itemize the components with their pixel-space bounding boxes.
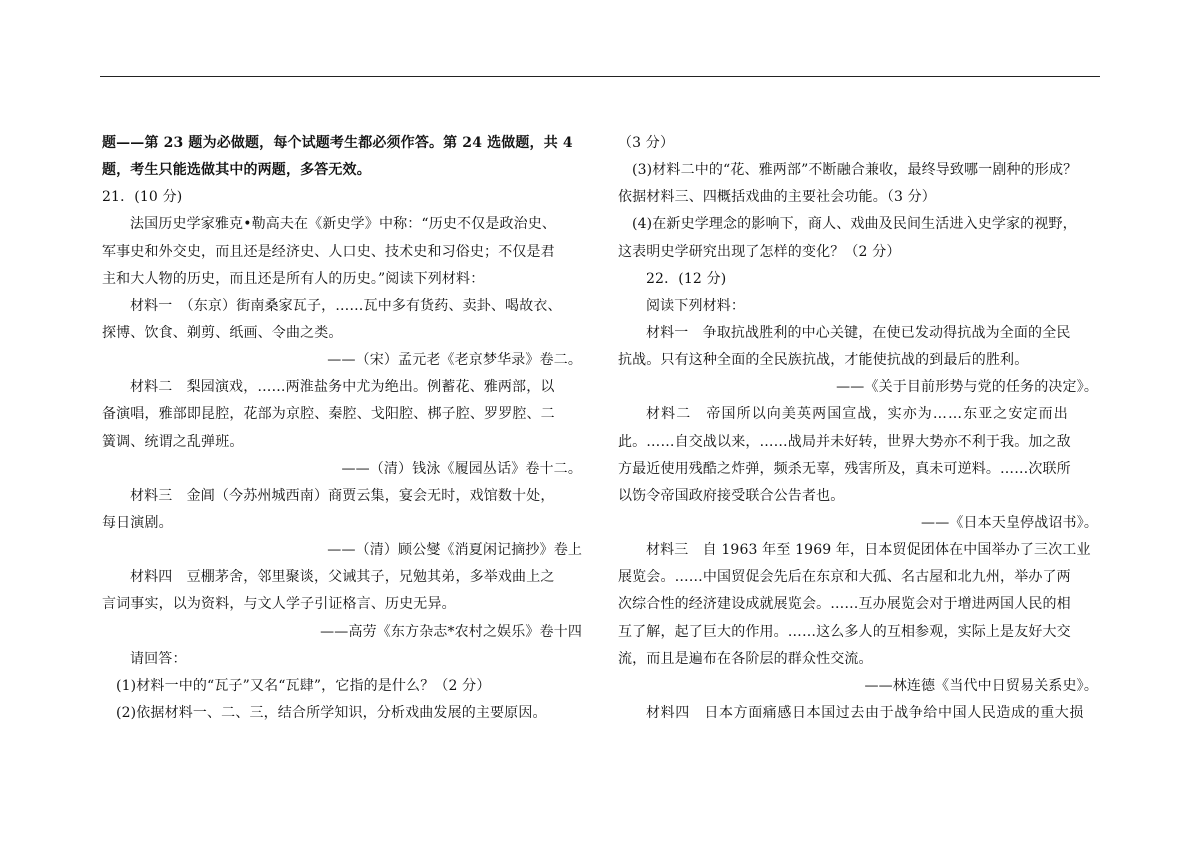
- material-4-line: 材料四 日本方面痛感日本国过去由于战争给中国人民造成的重大损: [646, 704, 1084, 721]
- material-1-line: 探博、饮食、剃剪、纸画、令曲之类。: [102, 324, 343, 341]
- material-3-source: ——（清）顾公燮《消夏闲记摘抄》卷上: [327, 542, 582, 559]
- material-2-source: ——（清）钱泳《履园丛话》卷十二。: [341, 460, 582, 477]
- left-column: [102, 130, 588, 727]
- material-1-line: 材料一 争取抗战胜利的中心关键，在使已发动得抗战为全面的全民: [646, 324, 1071, 341]
- material-1-line: 材料一 （东京）街南桑家瓦子，……瓦中多有货药、卖卦、喝故衣、: [130, 297, 562, 314]
- material-3-line: 次综合性的经济建设成就展览会。……互办展览会对于增进两国人民的相: [618, 596, 1071, 613]
- header-rule: [100, 76, 1100, 77]
- sub-question-4: (4)在新史学理念的影响下，商人、戏曲及民间生活进入史学家的视野，: [632, 216, 1077, 233]
- right-column: [618, 130, 1104, 727]
- material-2-line: 簧调、统谓之乱弹班。: [102, 433, 244, 450]
- material-2-source: ——《日本天皇停战诏书》。: [921, 514, 1098, 531]
- text-line: 军事史和外交史，而且还是经济史、人口史、技术史和习俗史；不仅是君: [102, 243, 555, 260]
- material-3-line: 每日演剧。: [102, 514, 173, 531]
- sub-question-1: (1)材料一中的“瓦子”又名“瓦肆”，它指的是什么？（2 分）: [116, 677, 491, 694]
- material-3-line: 流，而且是遍布在各阶层的群众性交流。: [618, 650, 873, 667]
- material-4-line: 言词事实，以为资料，与文人学子引证格言、历史无异。: [102, 596, 456, 613]
- text-line: 阅读下列材料：: [646, 297, 746, 314]
- material-1-source: ——（宋）孟元老《老京梦华录》卷二。: [327, 352, 582, 369]
- material-2-line: 材料二 梨园演戏，……两淮盐务中尤为绝出。例蓄花、雅两部，以: [130, 379, 555, 396]
- material-3-line: 材料三 自 1963 年至 1969 年，日本贸促团体在中国举办了三次工业: [646, 542, 1091, 559]
- sub-question-3: 依据材料三、四概括戏曲的主要社会功能。（3 分）: [618, 189, 936, 206]
- material-1-line: 抗战。只有这种全面的全民族抗战，才能使抗战的到最后的胜利。: [618, 352, 1029, 369]
- sub-question-3: (3)材料二中的“花、雅两部”不断融合兼收，最终导致哪一剧种的形成？: [632, 162, 1078, 179]
- sub-question-2: (2)依据材料一、二、三，结合所学知识，分析戏曲发展的主要原因。: [116, 704, 547, 721]
- material-4-source: ——高劳《东方杂志*农村之娱乐》卷十四: [320, 623, 582, 640]
- sub-question-2-points: （3 分）: [618, 135, 675, 151]
- material-2-line: 方最近使用残酷之炸弹，频杀无辜，残害所及，真未可逆料。……次联所: [618, 460, 1071, 477]
- text-line: 法国历史学家雅克•勒高夫在《新史学》中称：“历史不仅是政治史、: [130, 216, 557, 233]
- material-2-line: 备演唱，雅部即昆腔，花部为京腔、秦腔、戈阳腔、梆子腔、罗罗腔、二: [102, 406, 555, 423]
- sub-question-4: 这表明史学研究出现了怎样的变化？（2 分）: [618, 243, 901, 260]
- material-3-line: 材料三 金阊（今苏州城西南）商贾云集，宴会无时，戏馆数十处，: [130, 487, 555, 504]
- material-3-source: ——林连德《当代中日贸易关系史》。: [864, 677, 1098, 694]
- question-21-heading: 21．(10 分): [102, 189, 183, 206]
- material-2-line: 材料二 帝国所以向美英两国宣战，实亦为……东亚之安定而出: [646, 406, 1069, 423]
- material-3-line: 互了解，起了巨大的作用。……这么多人的互相参观，实际上是友好大交: [618, 623, 1071, 640]
- material-3-line: 展览会。……中国贸促会先后在东京和大孤、名古屋和北九州，举办了两: [618, 569, 1071, 586]
- material-2-line: 以饬令帝国政府接受联合公告者也。: [618, 487, 845, 504]
- material-4-line: 材料四 豆棚茅舍，邻里聚谈，父诫其子，兄勉其弟，多举戏曲上之: [130, 569, 555, 586]
- prompt-label: 请回答：: [130, 650, 187, 667]
- question-22-heading: 22．(12 分): [646, 270, 727, 287]
- text-line: 题，考生只能选做其中的两题，多答无效。: [102, 162, 371, 179]
- text-line: 主和大人物的历史，而且还是所有人的历史。”阅读下列材料：: [102, 270, 485, 287]
- text-line: 题——第 23 题为必做题，每个试题考生都必须作答。第 24 选做题，共 4: [102, 135, 573, 151]
- material-2-line: 此。……自交战以来，……战局并未好转，世界大势亦不利于我。加之敌: [618, 433, 1071, 450]
- material-1-source: ——《关于目前形势与党的任务的决定》。: [836, 379, 1098, 396]
